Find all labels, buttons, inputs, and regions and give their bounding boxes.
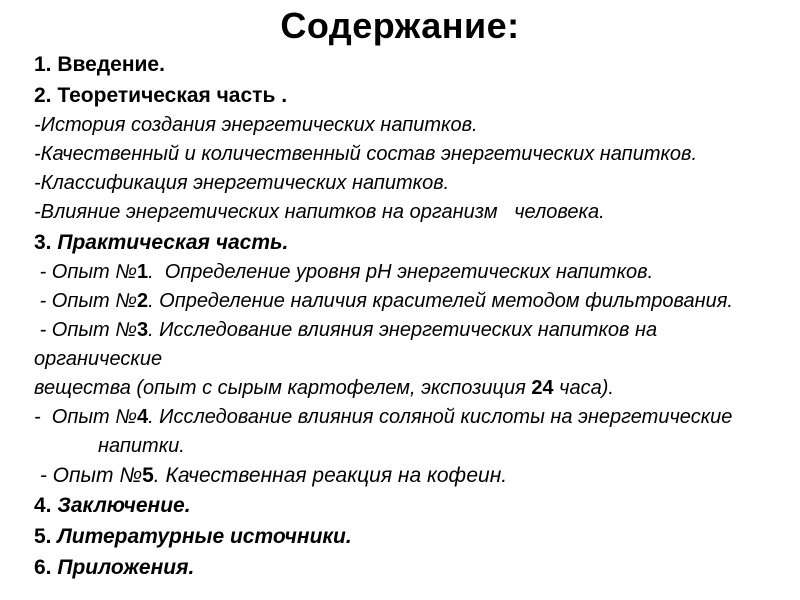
line-text: . Определение уровня pH энергетических напитков. xyxy=(148,261,654,283)
line-text: - Опыт № xyxy=(34,290,137,312)
toc-line xyxy=(34,490,778,521)
line-text: напитки. xyxy=(98,435,185,457)
number-text: 2. xyxy=(34,84,52,107)
number-text: 24 xyxy=(531,377,554,399)
toc-line xyxy=(34,140,778,169)
toc-line xyxy=(34,258,778,287)
toc-line xyxy=(34,461,778,490)
line-text: - Опыт № xyxy=(34,261,137,283)
line-text: Теоретическая часть . xyxy=(51,84,288,107)
toc-line xyxy=(34,521,778,552)
line-text: -История создания энергетических напитков. xyxy=(34,114,478,136)
line-text: вещества (опыт с сырым картофелем, экспозиция xyxy=(34,377,532,399)
line-text: Введение. xyxy=(51,53,165,76)
toc-line xyxy=(34,316,778,374)
number-text: 2 xyxy=(136,290,149,312)
number-text: 4 xyxy=(136,406,149,428)
toc-line xyxy=(34,49,778,80)
slide-title: Содержание: xyxy=(280,5,520,46)
line-text: -Классификация энергетических напитков. xyxy=(34,172,450,194)
line-text: Заключение. xyxy=(51,494,191,517)
line-text: . Исследование влияния соляной кислоты на энергетические xyxy=(148,406,733,428)
line-text: - Опыт № xyxy=(34,406,137,428)
toc-list xyxy=(0,47,800,583)
line-text: Приложения. xyxy=(51,556,195,579)
number-text: 3 xyxy=(136,319,149,341)
number-text: 5. xyxy=(34,525,52,548)
toc-line xyxy=(34,227,778,258)
number-text: 3. xyxy=(34,231,52,254)
toc-line xyxy=(34,374,778,403)
line-text: Практическая часть. xyxy=(51,231,289,254)
line-text: . Определение наличия красителей методом фильтрования. xyxy=(148,290,733,312)
toc-line xyxy=(34,198,778,227)
line-text: - Опыт № xyxy=(34,319,137,341)
toc-line xyxy=(34,432,778,461)
line-text: . Исследование влияния энергетических напитков на органические xyxy=(34,319,663,370)
line-text: - Опыт № xyxy=(34,464,143,487)
line-text: . Качественная реакция на кофеин. xyxy=(153,464,508,487)
number-text: 1. xyxy=(34,53,52,76)
toc-line xyxy=(34,403,778,432)
line-text: -Влияние энергетических напитков на организм человека. xyxy=(34,201,605,223)
line-text: Литературные источники. xyxy=(51,525,352,548)
toc-line xyxy=(34,287,778,316)
toc-line xyxy=(34,169,778,198)
toc-line xyxy=(34,552,778,583)
number-text: 6. xyxy=(34,556,52,579)
toc-line xyxy=(34,80,778,111)
number-text: 5 xyxy=(142,464,154,487)
number-text: 4. xyxy=(34,494,52,517)
toc-line xyxy=(34,111,778,140)
line-text: часа). xyxy=(553,377,614,399)
number-text: 1 xyxy=(136,261,149,283)
line-text: -Качественный и количественный состав энергетических напитков. xyxy=(34,143,698,165)
